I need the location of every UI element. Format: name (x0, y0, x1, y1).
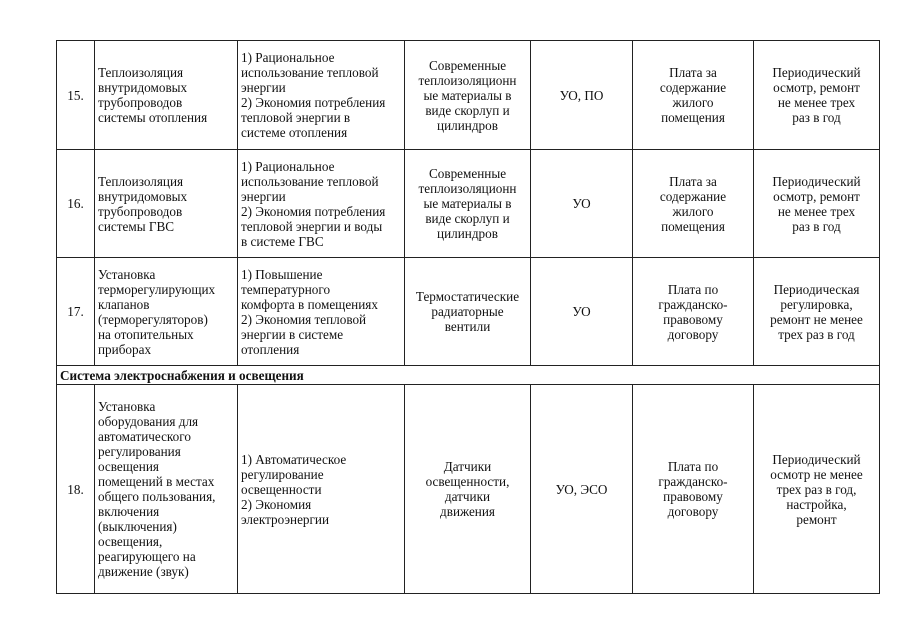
section-title: Система электроснабжения и освещения (57, 366, 880, 385)
measure-financing (633, 258, 754, 366)
measure-goal-line: электроэнергии (241, 511, 330, 527)
measure-schedule-line: трех раз в год (778, 326, 855, 342)
measure-financing-line: помещения (661, 110, 725, 125)
measure-goal-line: 1) Повышение (241, 266, 323, 282)
measure-name-line: (терморегуляторов) (98, 311, 208, 327)
section-row (57, 366, 880, 385)
measure-name-line: трубопроводов (98, 95, 183, 110)
measure-responsible: УО (531, 150, 633, 258)
measure-name-line: клапанов (98, 296, 150, 312)
measure-responsible: УО, ПО (531, 41, 633, 150)
row-number: 17. (57, 258, 95, 366)
measure-schedule (754, 150, 880, 258)
measure-materials (405, 41, 531, 150)
measure-goal (238, 150, 405, 258)
measure-financing-line: Плата по (667, 281, 719, 297)
measure-name-line: Установка (98, 399, 156, 414)
measure-name-line: освещения (98, 459, 159, 474)
measure-materials-line: Современные (428, 166, 507, 181)
measure-schedule-line: не менее трех (777, 95, 856, 110)
measure-schedule-line: осмотр не менее (770, 466, 863, 482)
measure-materials-line: Современные (428, 57, 507, 73)
measure-schedule-line: не менее трех (777, 203, 856, 219)
measure-name-line: трубопроводов (98, 203, 183, 219)
measure-name-line: системы отопления (98, 110, 208, 125)
measure-schedule-line: настройка, (786, 496, 847, 512)
measure-financing-line: гражданско- (658, 296, 728, 312)
measure-goal-line: 2) Экономия тепловой (241, 311, 367, 327)
measure-materials-line: освещенности, (425, 474, 510, 489)
measure-name-line: терморегулирующих (98, 281, 216, 297)
measure-materials (405, 385, 531, 594)
measure-materials-line: датчики (444, 489, 491, 504)
measure-materials-line: виде скорлуп и (425, 102, 510, 118)
measure-goal-line: регулирование (241, 466, 324, 482)
table-row (57, 385, 880, 594)
measure-financing-line: договору (667, 326, 719, 342)
measure-financing-line: жилого (672, 95, 714, 110)
measure-financing-line: гражданско- (658, 474, 728, 489)
measure-goal (238, 385, 405, 594)
measure-schedule-line: Периодическая (773, 281, 860, 297)
measure-name-line: включения (98, 504, 160, 519)
row-number: 16. (57, 150, 95, 258)
table-body (57, 41, 880, 594)
measure-goal (238, 41, 405, 150)
row-number: 18. (57, 385, 95, 594)
table-row (57, 150, 880, 258)
measure-materials-line: цилиндров (437, 117, 498, 133)
measure-responsible: УО (531, 258, 633, 366)
measure-schedule-line: Периодический (772, 173, 861, 189)
measure-materials-line: Датчики (443, 459, 492, 474)
measure-name-line: освещения, (98, 534, 163, 549)
measure-materials-line: теплоизоляционн (418, 72, 517, 88)
measure-financing (633, 385, 754, 594)
measure-materials-line: теплоизоляционн (418, 181, 517, 196)
measure-goal-line: комфорта в помещениях (241, 296, 378, 312)
measure-schedule (754, 258, 880, 366)
measure-name-line: регулирования (98, 444, 181, 459)
measure-schedule-line: осмотр, ремонт (773, 80, 860, 95)
measure-name-line: общего пользования, (98, 489, 216, 504)
measure-name-line: автоматического (98, 429, 191, 444)
measure-name-line: Теплоизоляция (98, 173, 184, 189)
measure-materials-line: виде скорлуп и (425, 211, 510, 226)
measure-financing-line: договору (667, 504, 719, 519)
measure-name (95, 41, 238, 150)
measure-name-line: внутридомовых (98, 188, 188, 204)
measure-schedule-line: ремонт (796, 511, 837, 527)
row-number: 15. (57, 41, 95, 150)
measure-name-line: на отопительных (98, 326, 194, 342)
measure-goal-line: 1) Рациональное (241, 50, 335, 65)
measure-name-line: Установка (98, 266, 156, 282)
measure-materials (405, 258, 531, 366)
measure-goal-line: тепловой энергии и воды (241, 218, 383, 234)
measure-goal-line: в системе ГВС (241, 233, 324, 249)
measure-financing-line: Плата за (669, 173, 717, 189)
measure-financing-line: содержание (659, 80, 727, 95)
measure-name-line: системы ГВС (98, 218, 175, 234)
measure-goal-line: использование тепловой (241, 173, 379, 189)
measure-goal-line: 1) Рациональное (241, 158, 335, 174)
measure-materials-line: вентили (444, 319, 491, 334)
measure-financing-line: содержание (659, 188, 727, 204)
measure-name (95, 150, 238, 258)
measure-goal-line: использование тепловой (241, 65, 379, 80)
measure-materials (405, 150, 531, 258)
measure-materials-line: Термостатические (415, 289, 520, 304)
measure-schedule-line: осмотр, ремонт (773, 188, 860, 204)
measure-goal-line: энергии (241, 80, 286, 95)
measure-schedule-line: раз в год (792, 110, 841, 125)
measure-responsible: УО, ЭСО (531, 385, 633, 594)
measure-materials-line: движения (440, 504, 495, 519)
measure-financing-line: Плата по (667, 459, 719, 474)
table-row (57, 41, 880, 150)
measure-materials-line: ые материалы в (423, 196, 512, 211)
measure-schedule-line: трех раз в год, (776, 481, 857, 497)
measure-financing-line: Плата за (669, 65, 717, 80)
measure-goal-line: 2) Экономия (241, 496, 312, 512)
measure-schedule-line: Периодический (772, 451, 861, 467)
measure-financing-line: жилого (672, 203, 714, 219)
measure-name-line: помещений в местах (98, 474, 215, 489)
measure-name-line: (выключения) (98, 519, 177, 534)
measure-schedule-line: раз в год (792, 218, 841, 234)
measure-goal-line: температурного (241, 281, 331, 297)
measure-schedule-line: Периодический (772, 65, 861, 80)
table-row (57, 258, 880, 366)
measure-schedule (754, 385, 880, 594)
measures-table (56, 40, 880, 594)
measure-goal-line: 2) Экономия потребления (241, 95, 386, 110)
measure-goal-line: системе отопления (241, 125, 348, 140)
measure-materials-line: цилиндров (437, 226, 498, 241)
measure-goal-line: 1) Автоматическое (241, 451, 347, 467)
measure-name-line: движение (звук) (98, 564, 189, 579)
measure-financing (633, 41, 754, 150)
measure-name-line: внутридомовых (98, 80, 188, 95)
measure-financing (633, 150, 754, 258)
measure-name-line: оборудования для (98, 414, 199, 429)
measure-name-line: приборах (98, 341, 152, 357)
measure-goal-line: тепловой энергии в (241, 110, 351, 125)
measure-goal-line: энергии в системе (241, 326, 344, 342)
measure-schedule-line: ремонт не менее (770, 311, 863, 327)
measure-goal-line: 2) Экономия потребления (241, 203, 386, 219)
measure-name-line: реагирующего на (98, 549, 196, 564)
measure-name (95, 385, 238, 594)
measure-materials-line: радиаторные (431, 304, 504, 319)
measure-name (95, 258, 238, 366)
measure-name-line: Теплоизоляция (98, 65, 184, 80)
measure-financing-line: помещения (661, 218, 725, 234)
measure-materials-line: ые материалы в (423, 87, 512, 103)
measure-schedule (754, 41, 880, 150)
measure-schedule-line: регулировка, (780, 296, 853, 312)
measure-financing-line: правовому (663, 489, 723, 504)
measure-financing-line: правовому (663, 311, 723, 327)
measure-goal-line: энергии (241, 188, 286, 204)
measure-goal-line: отопления (241, 341, 300, 357)
measure-goal (238, 258, 405, 366)
measure-goal-line: освещенности (241, 481, 322, 497)
